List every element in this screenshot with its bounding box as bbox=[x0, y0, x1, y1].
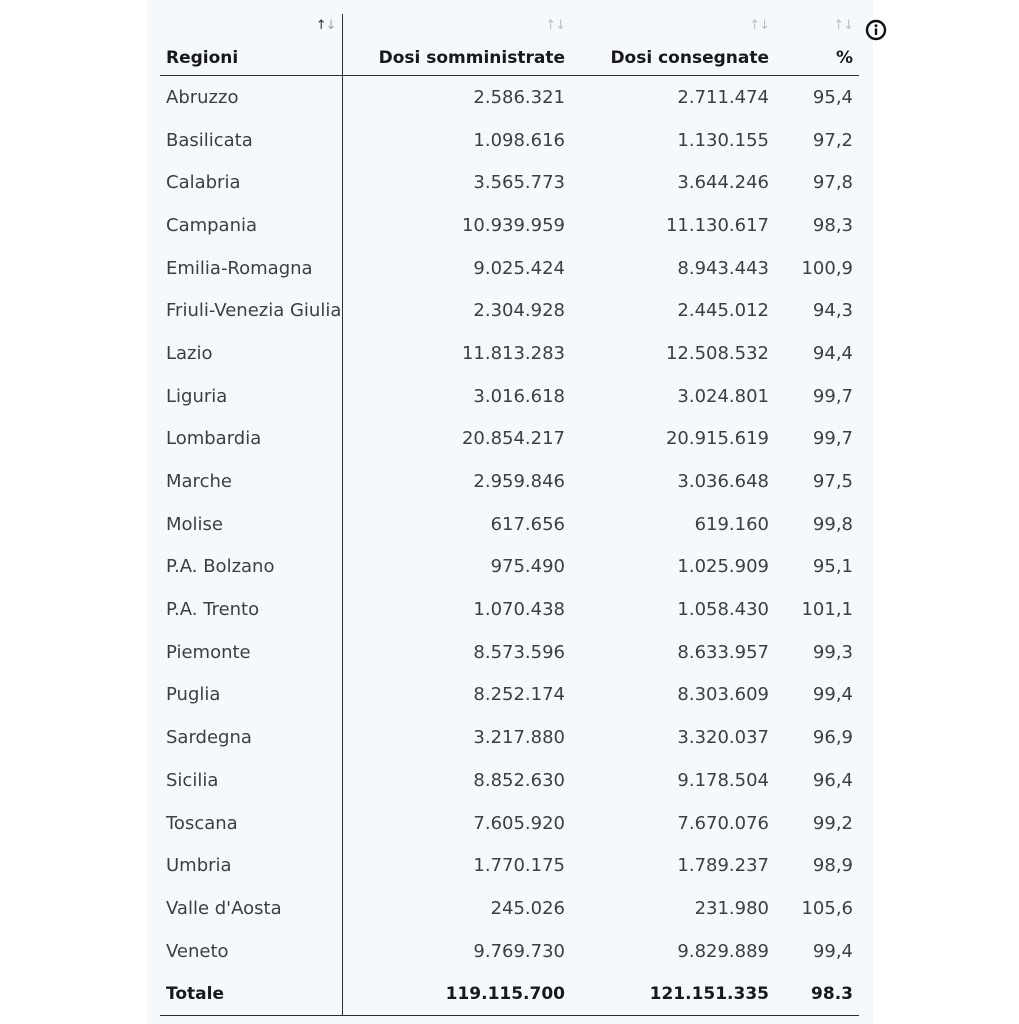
delivered-cell: 3.036.648 bbox=[677, 471, 769, 493]
percent-cell: 98,3 bbox=[812, 214, 853, 236]
percent-cell: 99,2 bbox=[812, 812, 853, 834]
percent-cell: 95,4 bbox=[812, 86, 853, 108]
delivered-cell: 121.151.335 bbox=[571, 972, 775, 1015]
region-cell: Molise bbox=[160, 503, 342, 546]
table-row bbox=[160, 161, 859, 204]
delivered-cell: 8.633.957 bbox=[677, 641, 769, 663]
header-percent-label: % bbox=[835, 48, 853, 68]
table-total-row bbox=[160, 972, 859, 1015]
delivered-cell: 1.058.430 bbox=[677, 599, 769, 621]
table-header-row bbox=[160, 14, 859, 76]
header-region-label: Regioni bbox=[166, 48, 239, 68]
table-row bbox=[160, 588, 859, 631]
table-row bbox=[160, 204, 859, 247]
administered-cell: 119.115.700 bbox=[342, 972, 571, 1015]
delivered-cell: 20.915.619 bbox=[665, 428, 769, 450]
percent-cell: 97,8 bbox=[812, 172, 853, 194]
delivered-cell: 2.445.012 bbox=[677, 300, 769, 322]
table-body bbox=[160, 76, 859, 1016]
delivered-cell: 8.303.609 bbox=[677, 684, 769, 706]
delivered-cell: 231.980 bbox=[694, 897, 769, 919]
percent-cell: 99,4 bbox=[812, 684, 853, 706]
region-cell: Piemonte bbox=[160, 631, 342, 674]
administered-cell: 1.070.438 bbox=[473, 599, 565, 621]
administered-cell: 20.854.217 bbox=[461, 428, 565, 450]
delivered-cell: 1.789.237 bbox=[677, 855, 769, 877]
percent-cell: 99,8 bbox=[812, 513, 853, 535]
table-row bbox=[160, 375, 859, 418]
table-row bbox=[160, 460, 859, 503]
region-cell: Liguria bbox=[160, 375, 342, 418]
region-cell: Abruzzo bbox=[160, 76, 342, 119]
administered-cell: 9.769.730 bbox=[473, 940, 565, 962]
region-cell: Veneto bbox=[160, 930, 342, 973]
region-cell: Valle d'Aosta bbox=[160, 887, 342, 930]
percent-cell: 96,4 bbox=[812, 769, 853, 791]
administered-cell: 7.605.920 bbox=[473, 812, 565, 834]
percent-cell: 98,9 bbox=[812, 855, 853, 877]
table-row bbox=[160, 546, 859, 589]
delivered-cell: 9.829.889 bbox=[677, 940, 769, 962]
table-row bbox=[160, 716, 859, 759]
percent-cell: 95,1 bbox=[812, 556, 853, 578]
region-cell: Sardegna bbox=[160, 716, 342, 759]
region-cell: Puglia bbox=[160, 674, 342, 717]
header-region[interactable] bbox=[160, 14, 342, 76]
percent-cell: 99,7 bbox=[812, 385, 853, 407]
administered-cell: 8.252.174 bbox=[473, 684, 565, 706]
percent-cell: 97,5 bbox=[812, 471, 853, 493]
delivered-cell: 7.670.076 bbox=[677, 812, 769, 834]
delivered-cell: 8.943.443 bbox=[677, 257, 769, 279]
delivered-cell: 3.320.037 bbox=[677, 727, 769, 749]
region-cell: Lombardia bbox=[160, 418, 342, 461]
region-cell: Toscana bbox=[160, 802, 342, 845]
percent-cell: 94,4 bbox=[812, 342, 853, 364]
percent-cell: 101,1 bbox=[801, 599, 853, 621]
region-cell: P.A. Trento bbox=[160, 588, 342, 631]
percent-cell: 98.3 bbox=[775, 972, 859, 1015]
sort-arrows-icon[interactable]: ↑↓ bbox=[315, 18, 336, 33]
administered-cell: 3.565.773 bbox=[473, 172, 565, 194]
percent-cell: 99,4 bbox=[812, 940, 853, 962]
region-cell: Sicilia bbox=[160, 759, 342, 802]
administered-cell: 10.939.959 bbox=[461, 214, 565, 236]
delivered-cell: 9.178.504 bbox=[677, 769, 769, 791]
administered-cell: 3.217.880 bbox=[473, 727, 565, 749]
administered-cell: 1.098.616 bbox=[473, 129, 565, 151]
percent-cell: 105,6 bbox=[801, 897, 853, 919]
table-row bbox=[160, 119, 859, 162]
administered-cell: 2.586.321 bbox=[473, 86, 565, 108]
region-cell: Lazio bbox=[160, 332, 342, 375]
percent-cell: 96,9 bbox=[812, 727, 853, 749]
region-cell: Campania bbox=[160, 204, 342, 247]
administered-cell: 3.016.618 bbox=[473, 385, 565, 407]
delivered-cell: 3.644.246 bbox=[677, 172, 769, 194]
table-row bbox=[160, 76, 859, 119]
header-delivered-label: Dosi consegnate bbox=[610, 48, 769, 68]
delivered-cell: 619.160 bbox=[694, 513, 769, 535]
administered-cell: 8.573.596 bbox=[473, 641, 565, 663]
region-cell: Basilicata bbox=[160, 119, 342, 162]
sort-arrows-icon[interactable]: ↑↓ bbox=[749, 18, 769, 33]
administered-cell: 11.813.283 bbox=[461, 342, 565, 364]
region-cell: Marche bbox=[160, 460, 342, 503]
table-row bbox=[160, 844, 859, 887]
administered-cell: 2.959.846 bbox=[473, 471, 565, 493]
percent-cell: 94,3 bbox=[812, 300, 853, 322]
delivered-cell: 1.130.155 bbox=[677, 129, 769, 151]
administered-cell: 2.304.928 bbox=[473, 300, 565, 322]
administered-cell: 9.025.424 bbox=[473, 257, 565, 279]
sort-arrows-icon[interactable]: ↑↓ bbox=[833, 18, 853, 33]
header-percent[interactable] bbox=[775, 14, 859, 76]
header-administered[interactable] bbox=[342, 14, 571, 76]
table-row bbox=[160, 247, 859, 290]
region-cell: P.A. Bolzano bbox=[160, 546, 342, 589]
delivered-cell: 12.508.532 bbox=[665, 342, 769, 364]
table-row bbox=[160, 674, 859, 717]
region-cell: Umbria bbox=[160, 844, 342, 887]
header-administered-label: Dosi somministrate bbox=[378, 48, 565, 68]
table-row bbox=[160, 887, 859, 930]
delivered-cell: 2.711.474 bbox=[677, 86, 769, 108]
region-cell: Totale bbox=[160, 972, 342, 1015]
region-cell: Emilia-Romagna bbox=[160, 247, 342, 290]
delivered-cell: 3.024.801 bbox=[677, 385, 769, 407]
administered-cell: 245.026 bbox=[490, 897, 565, 919]
table-row bbox=[160, 503, 859, 546]
table-row bbox=[160, 332, 859, 375]
table-row bbox=[160, 418, 859, 461]
delivered-cell: 1.025.909 bbox=[677, 556, 769, 578]
region-cell: Friuli-Venezia Giulia bbox=[160, 289, 342, 332]
table-row bbox=[160, 802, 859, 845]
administered-cell: 8.852.630 bbox=[473, 769, 565, 791]
percent-cell: 99,7 bbox=[812, 428, 853, 450]
percent-cell: 97,2 bbox=[812, 129, 853, 151]
administered-cell: 617.656 bbox=[490, 513, 565, 535]
table-row bbox=[160, 759, 859, 802]
percent-cell: 100,9 bbox=[801, 257, 853, 279]
percent-cell: 99,3 bbox=[812, 641, 853, 663]
administered-cell: 1.770.175 bbox=[473, 855, 565, 877]
region-cell: Calabria bbox=[160, 161, 342, 204]
header-delivered[interactable] bbox=[571, 14, 775, 76]
delivered-cell: 11.130.617 bbox=[665, 214, 769, 236]
table-row bbox=[160, 631, 859, 674]
administered-cell: 975.490 bbox=[490, 556, 565, 578]
sort-arrows-icon[interactable]: ↑↓ bbox=[545, 18, 565, 33]
table-row bbox=[160, 289, 859, 332]
table-row bbox=[160, 930, 859, 973]
info-icon[interactable] bbox=[865, 19, 887, 41]
vaccine-doses-table bbox=[160, 14, 859, 1016]
